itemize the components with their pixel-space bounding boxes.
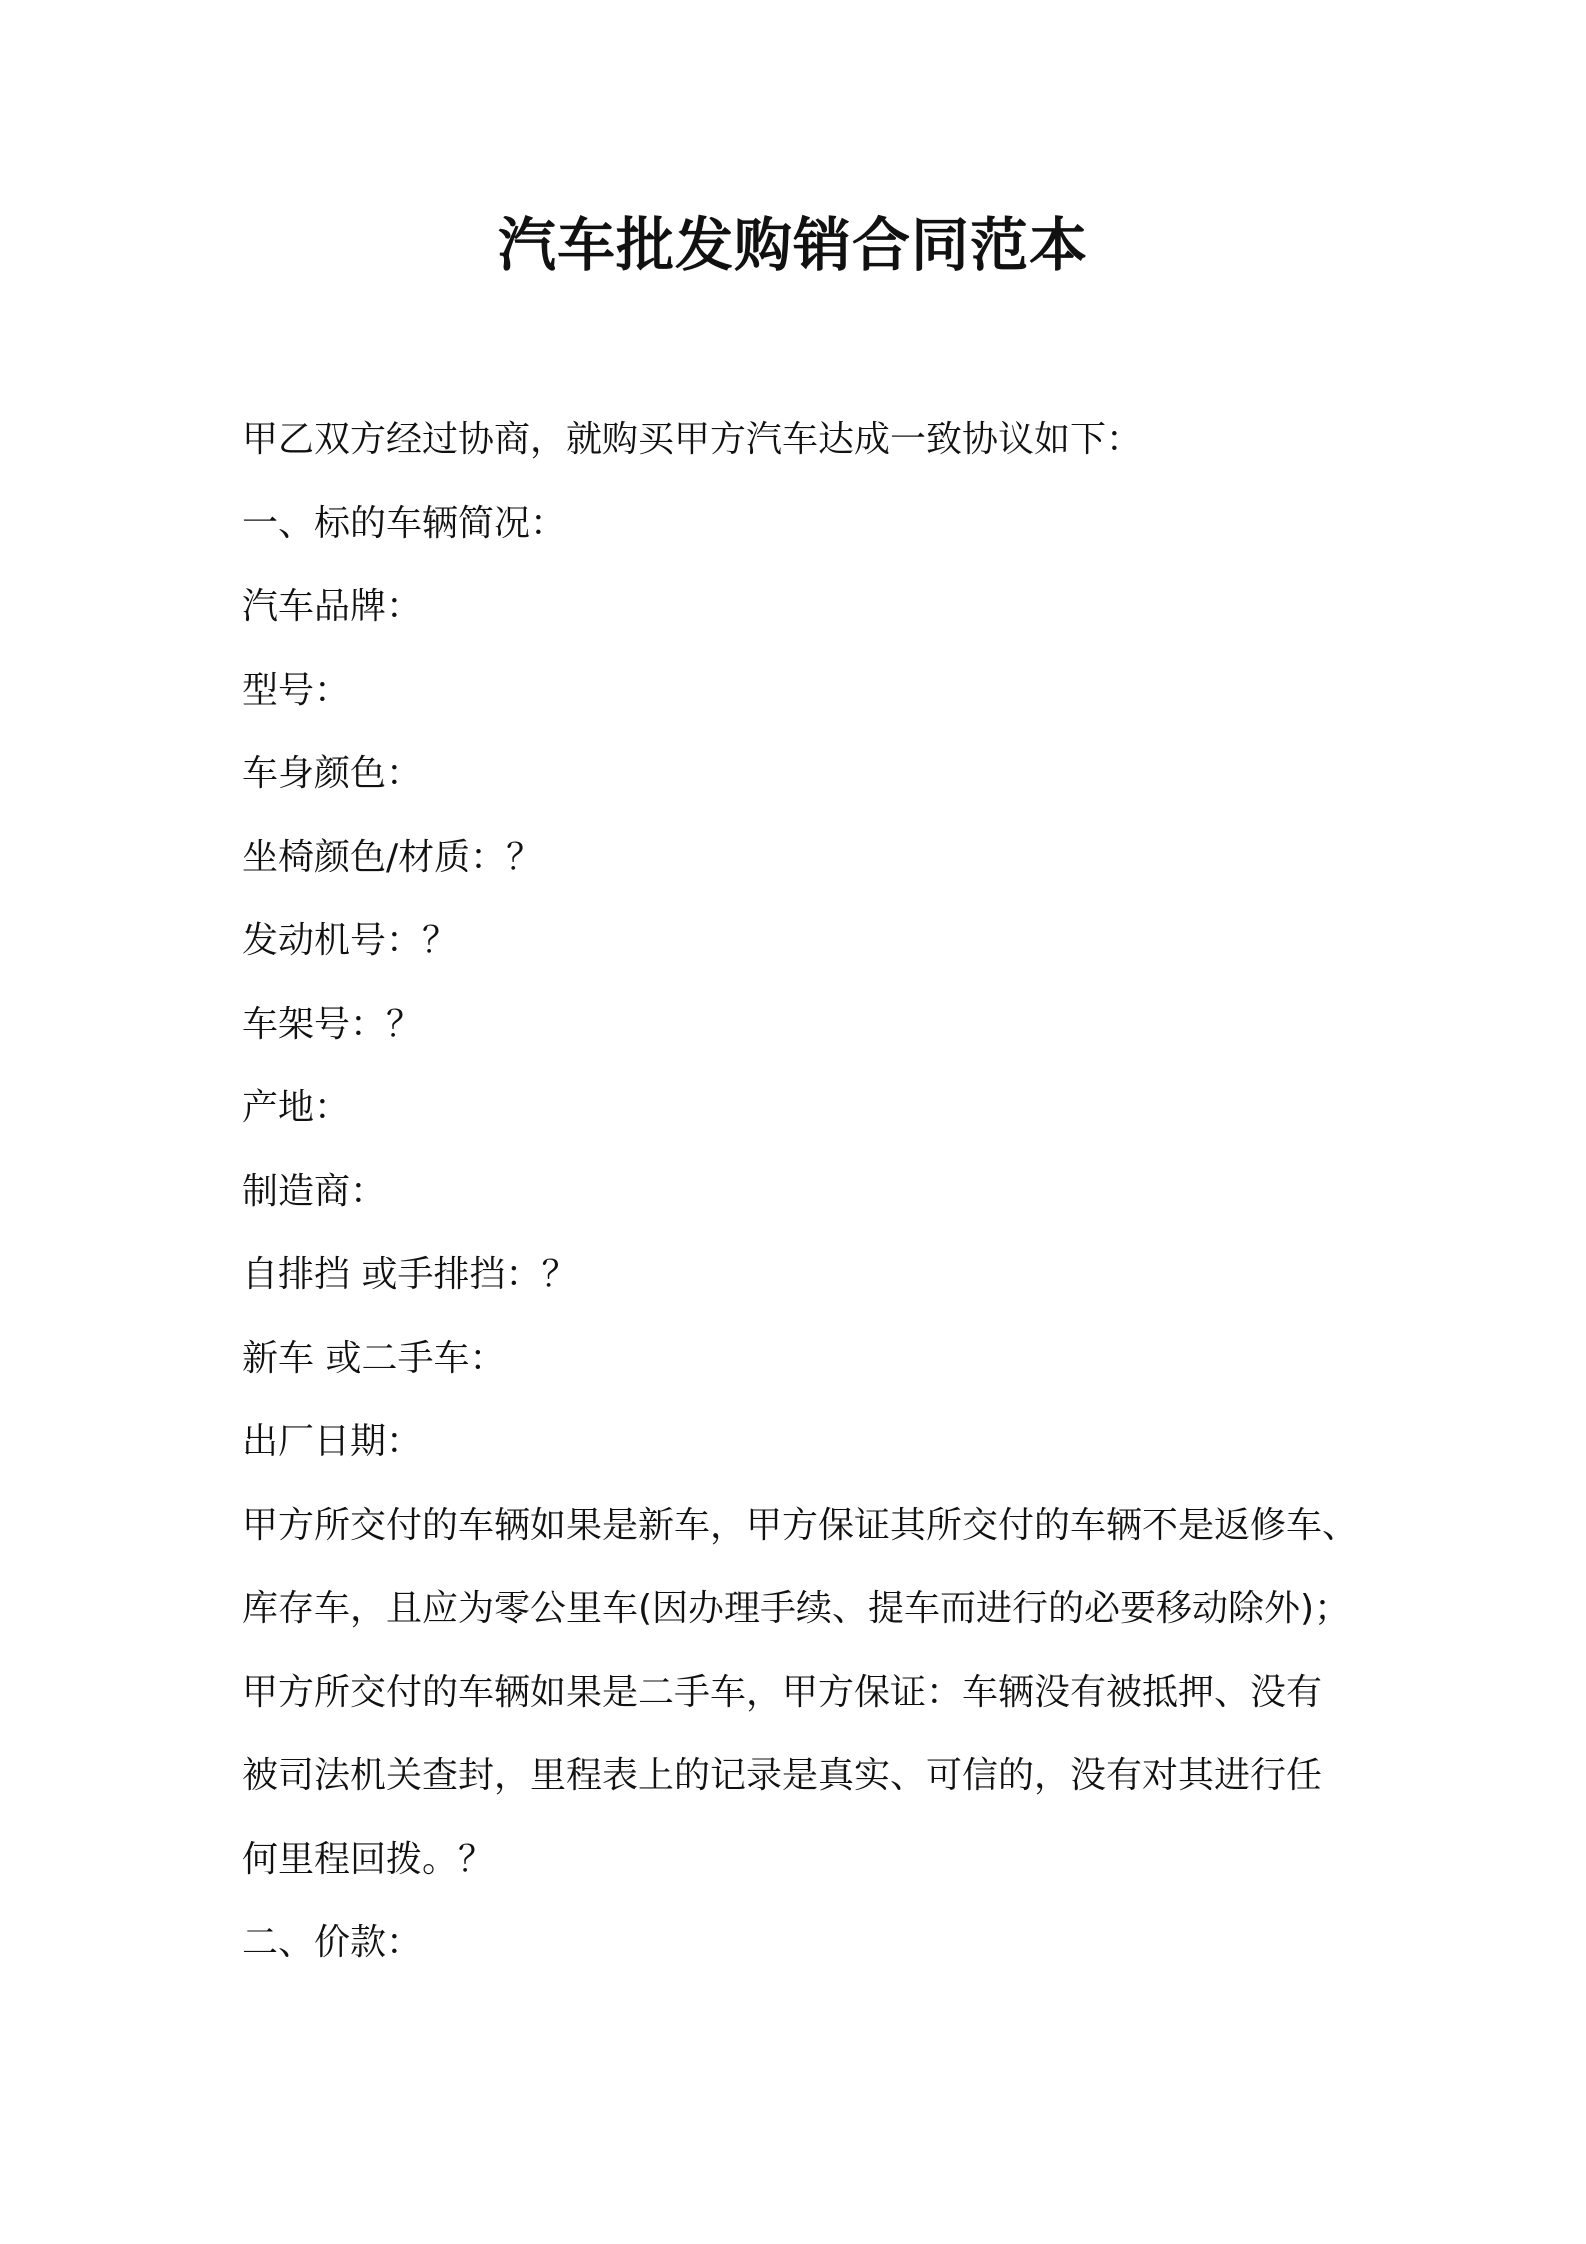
document-title: 汽车批发购销合同范本 [497,211,1088,279]
field-body-color: 车身颜色： [242,753,423,794]
field-origin: 产地： [242,1087,351,1128]
paragraph-line: 甲方所交付的车辆如果是新车，甲方保证其所交付的车辆不是返修车、 [242,1504,1359,1546]
field-model: 型号： [242,669,351,711]
paragraph-line: 甲方所交付的车辆如果是二手车，甲方保证：车辆没有被抵押、没有 [242,1671,1323,1713]
field-new-or-used: 新车 或二手车： [242,1337,506,1379]
paragraph-line: 库存车，且应为零公里车(因办理手续、提车而进行的必要移动除外)； [242,1588,1351,1629]
field-engine-number: 发动机号：？ [242,920,459,961]
field-transmission: 自排挡 或手排挡：？ [242,1254,578,1295]
field-production-date: 出厂日期： [242,1421,423,1462]
field-frame-number: 车架号：？ [242,1003,423,1045]
document-body [242,398,1392,1985]
section-heading-price: 二、价款： [242,1922,423,1963]
field-manufacturer: 制造商： [242,1170,387,1212]
field-brand: 汽车品牌： [242,586,423,627]
paragraph-line: 被司法机关查封，里程表上的记录是真实、可信的，没有对其进行任 [242,1755,1323,1796]
field-seat-color: 坐椅颜色/材质：？ [242,836,543,878]
section-heading-vehicle: 一、标的车辆简况： [242,502,567,544]
intro-paragraph: 甲乙双方经过协商，就购买甲方汽车达成一致协议如下： [242,419,1143,460]
paragraph-line: 何里程回拨。？ [242,1838,495,1880]
